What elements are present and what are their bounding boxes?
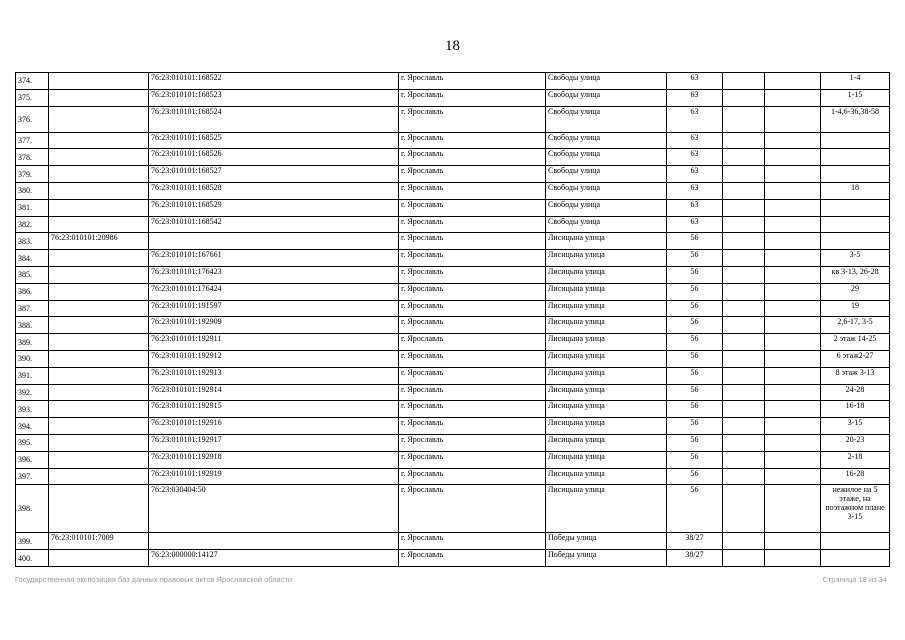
building-cell (723, 89, 765, 106)
row-number: 397. (16, 468, 49, 485)
apartments: кв 3-13, 26-28 (821, 266, 890, 283)
land-cadastral-number (49, 283, 149, 300)
street: Лисицына улица (546, 300, 667, 317)
building-cell (723, 233, 765, 250)
apartments: 1-15 (821, 89, 890, 106)
table-row (16, 89, 890, 106)
row-number: 387. (16, 300, 49, 317)
cadastral-number: 76:23:010101:176423 (149, 266, 399, 283)
structure-cell (765, 283, 821, 300)
street: Лисицына улица (546, 317, 667, 334)
structure-cell (765, 106, 821, 132)
table-row (16, 283, 890, 300)
house-number: 56 (667, 434, 723, 451)
building-cell (723, 182, 765, 199)
apartments (821, 199, 890, 216)
city: г. Ярославль (399, 485, 546, 533)
cadastral-number: 76:23:010101:192909 (149, 317, 399, 334)
city: г. Ярославль (399, 250, 546, 267)
building-cell (723, 550, 765, 567)
street: Лисицына улица (546, 233, 667, 250)
cadastral-number: 76:23:030404:50 (149, 485, 399, 533)
footer-source: Государственная экспозиция баз данных правовых актов Ярославской области (15, 575, 293, 584)
city: г. Ярославль (399, 266, 546, 283)
table-row (16, 182, 890, 199)
cadastral-number: 76:23:010101:192917 (149, 434, 399, 451)
land-cadastral-number (49, 367, 149, 384)
house-number: 56 (667, 451, 723, 468)
cadastral-number: 76:23:010101:168529 (149, 199, 399, 216)
street: Лисицына улица (546, 418, 667, 435)
table-row (16, 233, 890, 250)
apartments: 19 (821, 300, 890, 317)
house-number: 56 (667, 317, 723, 334)
table-row (16, 266, 890, 283)
house-number: 56 (667, 384, 723, 401)
street: Свободы улица (546, 182, 667, 199)
row-number: 398. (16, 485, 49, 533)
structure-cell (765, 451, 821, 468)
cadastral-number: 76:23:000000:14127 (149, 550, 399, 567)
land-cadastral-number (49, 166, 149, 183)
cadastral-number: 76:23:010101:191597 (149, 300, 399, 317)
street: Лисицына улица (546, 401, 667, 418)
city: г. Ярославль (399, 334, 546, 351)
street: Лисицына улица (546, 367, 667, 384)
street: Победы улица (546, 550, 667, 567)
building-cell (723, 73, 765, 90)
row-number: 382. (16, 216, 49, 233)
street: Лисицына улица (546, 250, 667, 267)
apartments: 3-15 (821, 418, 890, 435)
house-number: 63 (667, 166, 723, 183)
building-cell (723, 300, 765, 317)
street: Лисицына улица (546, 266, 667, 283)
building-cell (723, 367, 765, 384)
land-cadastral-number (49, 384, 149, 401)
cadastral-number: 76:23:010101:176424 (149, 283, 399, 300)
land-cadastral-number: 76:23:010101:20986 (49, 233, 149, 250)
house-number: 56 (667, 250, 723, 267)
house-number: 56 (667, 468, 723, 485)
row-number: 374. (16, 73, 49, 90)
cadastral-number: 76:23:010101:168526 (149, 149, 399, 166)
structure-cell (765, 434, 821, 451)
cadastral-number: 76:23:010101:192913 (149, 367, 399, 384)
city: г. Ярославль (399, 451, 546, 468)
cadastral-number: 76:23:010101:192918 (149, 451, 399, 468)
registry-table (15, 72, 890, 567)
structure-cell (765, 350, 821, 367)
row-number: 399. (16, 533, 49, 550)
table-row (16, 106, 890, 132)
street: Лисицына улица (546, 384, 667, 401)
house-number: 38/27 (667, 550, 723, 567)
apartments (821, 533, 890, 550)
house-number: 56 (667, 283, 723, 300)
structure-cell (765, 250, 821, 267)
land-cadastral-number: 76:23:010101:7009 (49, 533, 149, 550)
table-row (16, 73, 890, 90)
apartments: 18 (821, 182, 890, 199)
row-number: 381. (16, 199, 49, 216)
land-cadastral-number (49, 317, 149, 334)
row-number: 389. (16, 334, 49, 351)
row-number: 394. (16, 418, 49, 435)
building-cell (723, 283, 765, 300)
city: г. Ярославль (399, 401, 546, 418)
table-row (16, 350, 890, 367)
city: г. Ярославль (399, 216, 546, 233)
city: г. Ярославль (399, 106, 546, 132)
structure-cell (765, 199, 821, 216)
structure-cell (765, 550, 821, 567)
land-cadastral-number (49, 149, 149, 166)
structure-cell (765, 89, 821, 106)
land-cadastral-number (49, 300, 149, 317)
house-number: 63 (667, 199, 723, 216)
apartments (821, 166, 890, 183)
land-cadastral-number (49, 73, 149, 90)
land-cadastral-number (49, 182, 149, 199)
building-cell (723, 317, 765, 334)
table-row (16, 367, 890, 384)
building-cell (723, 132, 765, 149)
city: г. Ярославль (399, 199, 546, 216)
land-cadastral-number (49, 550, 149, 567)
land-cadastral-number (49, 418, 149, 435)
row-number: 391. (16, 367, 49, 384)
row-number: 385. (16, 266, 49, 283)
building-cell (723, 216, 765, 233)
cadastral-number: 76:23:010101:168542 (149, 216, 399, 233)
structure-cell (765, 266, 821, 283)
cadastral-number: 76:23:010101:192916 (149, 418, 399, 435)
apartments (821, 149, 890, 166)
building-cell (723, 350, 765, 367)
apartments: 8 этаж 3-13 (821, 367, 890, 384)
row-number: 395. (16, 434, 49, 451)
land-cadastral-number (49, 89, 149, 106)
city: г. Ярославль (399, 418, 546, 435)
structure-cell (765, 367, 821, 384)
street: Лисицына улица (546, 485, 667, 533)
street: Свободы улица (546, 166, 667, 183)
row-number: 380. (16, 182, 49, 199)
apartments: нежилое на 5 этаже, на поэтажном плане 3-15 (821, 485, 890, 533)
house-number: 56 (667, 350, 723, 367)
house-number: 63 (667, 106, 723, 132)
city: г. Ярославль (399, 300, 546, 317)
table-row (16, 533, 890, 550)
row-number: 392. (16, 384, 49, 401)
street: Свободы улица (546, 149, 667, 166)
structure-cell (765, 73, 821, 90)
apartments: 2,6-17, 3-5 (821, 317, 890, 334)
row-number: 383. (16, 233, 49, 250)
structure-cell (765, 149, 821, 166)
city: г. Ярославль (399, 166, 546, 183)
city: г. Ярославль (399, 533, 546, 550)
house-number: 56 (667, 485, 723, 533)
city: г. Ярославль (399, 73, 546, 90)
building-cell (723, 250, 765, 267)
table-row (16, 550, 890, 567)
apartments: 1-4,6-36,38-58 (821, 106, 890, 132)
apartments (821, 216, 890, 233)
land-cadastral-number (49, 468, 149, 485)
city: г. Ярославль (399, 182, 546, 199)
land-cadastral-number (49, 266, 149, 283)
city: г. Ярославль (399, 89, 546, 106)
building-cell (723, 434, 765, 451)
street: Лисицына улица (546, 451, 667, 468)
table-row (16, 434, 890, 451)
city: г. Ярославль (399, 149, 546, 166)
building-cell (723, 418, 765, 435)
house-number: 63 (667, 182, 723, 199)
table-row (16, 216, 890, 233)
cadastral-number: 76:23:010101:168523 (149, 89, 399, 106)
street: Лисицына улица (546, 283, 667, 300)
registry-rows (16, 73, 890, 567)
apartments: 2 этаж 14-25 (821, 334, 890, 351)
structure-cell (765, 485, 821, 533)
house-number: 56 (667, 367, 723, 384)
land-cadastral-number (49, 216, 149, 233)
table-row (16, 401, 890, 418)
street: Победы улица (546, 533, 667, 550)
land-cadastral-number (49, 132, 149, 149)
table-row (16, 468, 890, 485)
structure-cell (765, 300, 821, 317)
cadastral-number: 76:23:010101:192911 (149, 334, 399, 351)
cadastral-number (149, 233, 399, 250)
street: Свободы улица (546, 89, 667, 106)
city: г. Ярославль (399, 317, 546, 334)
cadastral-number: 76:23:010101:192919 (149, 468, 399, 485)
row-number: 376. (16, 106, 49, 132)
apartments: 24-28 (821, 384, 890, 401)
table-row (16, 199, 890, 216)
table-row (16, 149, 890, 166)
row-number: 379. (16, 166, 49, 183)
structure-cell (765, 216, 821, 233)
apartments: 6 этаж2-27 (821, 350, 890, 367)
building-cell (723, 485, 765, 533)
structure-cell (765, 233, 821, 250)
apartments: 3-5 (821, 250, 890, 267)
house-number: 56 (667, 266, 723, 283)
house-number: 38/27 (667, 533, 723, 550)
table-row (16, 451, 890, 468)
cadastral-number: 76:23:010101:192914 (149, 384, 399, 401)
table-row (16, 384, 890, 401)
apartments: 16-18 (821, 401, 890, 418)
building-cell (723, 199, 765, 216)
apartments (821, 233, 890, 250)
cadastral-number: 76:23:010101:168527 (149, 166, 399, 183)
table-row (16, 317, 890, 334)
row-number: 386. (16, 283, 49, 300)
street: Свободы улица (546, 199, 667, 216)
city: г. Ярославль (399, 384, 546, 401)
structure-cell (765, 132, 821, 149)
street: Свободы улица (546, 73, 667, 90)
building-cell (723, 334, 765, 351)
row-number: 377. (16, 132, 49, 149)
building-cell (723, 166, 765, 183)
row-number: 384. (16, 250, 49, 267)
structure-cell (765, 418, 821, 435)
street: Лисицына улица (546, 434, 667, 451)
house-number: 56 (667, 401, 723, 418)
land-cadastral-number (49, 401, 149, 418)
apartments: 20-23 (821, 434, 890, 451)
house-number: 63 (667, 149, 723, 166)
land-cadastral-number (49, 350, 149, 367)
building-cell (723, 401, 765, 418)
row-number: 396. (16, 451, 49, 468)
house-number: 56 (667, 334, 723, 351)
land-cadastral-number (49, 199, 149, 216)
apartments (821, 550, 890, 567)
street: Лисицына улица (546, 334, 667, 351)
cadastral-number: 76:23:010101:168525 (149, 132, 399, 149)
building-cell (723, 106, 765, 132)
apartments: 16-28 (821, 468, 890, 485)
structure-cell (765, 317, 821, 334)
table-row (16, 300, 890, 317)
building-cell (723, 468, 765, 485)
street: Свободы улица (546, 216, 667, 233)
house-number: 56 (667, 300, 723, 317)
city: г. Ярославль (399, 367, 546, 384)
apartments: 1-4 (821, 73, 890, 90)
street: Свободы улица (546, 132, 667, 149)
cadastral-number: 76:23:010101:192912 (149, 350, 399, 367)
land-cadastral-number (49, 434, 149, 451)
city: г. Ярославль (399, 233, 546, 250)
cadastral-number: 76:23:010101:168528 (149, 182, 399, 199)
cadastral-number: 76:23:010101:167661 (149, 250, 399, 267)
building-cell (723, 451, 765, 468)
table-row (16, 418, 890, 435)
structure-cell (765, 533, 821, 550)
city: г. Ярославль (399, 283, 546, 300)
apartments: 2-18 (821, 451, 890, 468)
house-number: 63 (667, 216, 723, 233)
structure-cell (765, 334, 821, 351)
row-number: 388. (16, 317, 49, 334)
city: г. Ярославль (399, 434, 546, 451)
cadastral-number (149, 533, 399, 550)
building-cell (723, 149, 765, 166)
house-number: 63 (667, 89, 723, 106)
city: г. Ярославль (399, 468, 546, 485)
city: г. Ярославль (399, 132, 546, 149)
apartments (821, 132, 890, 149)
table-row (16, 250, 890, 267)
city: г. Ярославль (399, 350, 546, 367)
structure-cell (765, 182, 821, 199)
land-cadastral-number (49, 451, 149, 468)
land-cadastral-number (49, 250, 149, 267)
house-number: 63 (667, 73, 723, 90)
city: г. Ярославль (399, 550, 546, 567)
table-row (16, 166, 890, 183)
house-number: 63 (667, 132, 723, 149)
land-cadastral-number (49, 485, 149, 533)
street: Лисицына улица (546, 468, 667, 485)
row-number: 400. (16, 550, 49, 567)
building-cell (723, 266, 765, 283)
apartments: 29 (821, 283, 890, 300)
structure-cell (765, 401, 821, 418)
structure-cell (765, 166, 821, 183)
land-cadastral-number (49, 106, 149, 132)
structure-cell (765, 468, 821, 485)
row-number: 375. (16, 89, 49, 106)
structure-cell (765, 384, 821, 401)
cadastral-number: 76:23:010101:168522 (149, 73, 399, 90)
house-number: 56 (667, 233, 723, 250)
row-number: 378. (16, 149, 49, 166)
street: Свободы улица (546, 106, 667, 132)
street: Лисицына улица (546, 350, 667, 367)
land-cadastral-number (49, 334, 149, 351)
building-cell (723, 384, 765, 401)
row-number: 393. (16, 401, 49, 418)
page-number: 18 (445, 38, 460, 54)
row-number: 390. (16, 350, 49, 367)
table-row (16, 485, 890, 533)
table-row (16, 334, 890, 351)
house-number: 56 (667, 418, 723, 435)
building-cell (723, 533, 765, 550)
cadastral-number: 76:23:010101:168524 (149, 106, 399, 132)
footer-page-counter: Страница 18 из 34 (822, 575, 887, 584)
table-row (16, 132, 890, 149)
cadastral-number: 76:23:010101:192915 (149, 401, 399, 418)
